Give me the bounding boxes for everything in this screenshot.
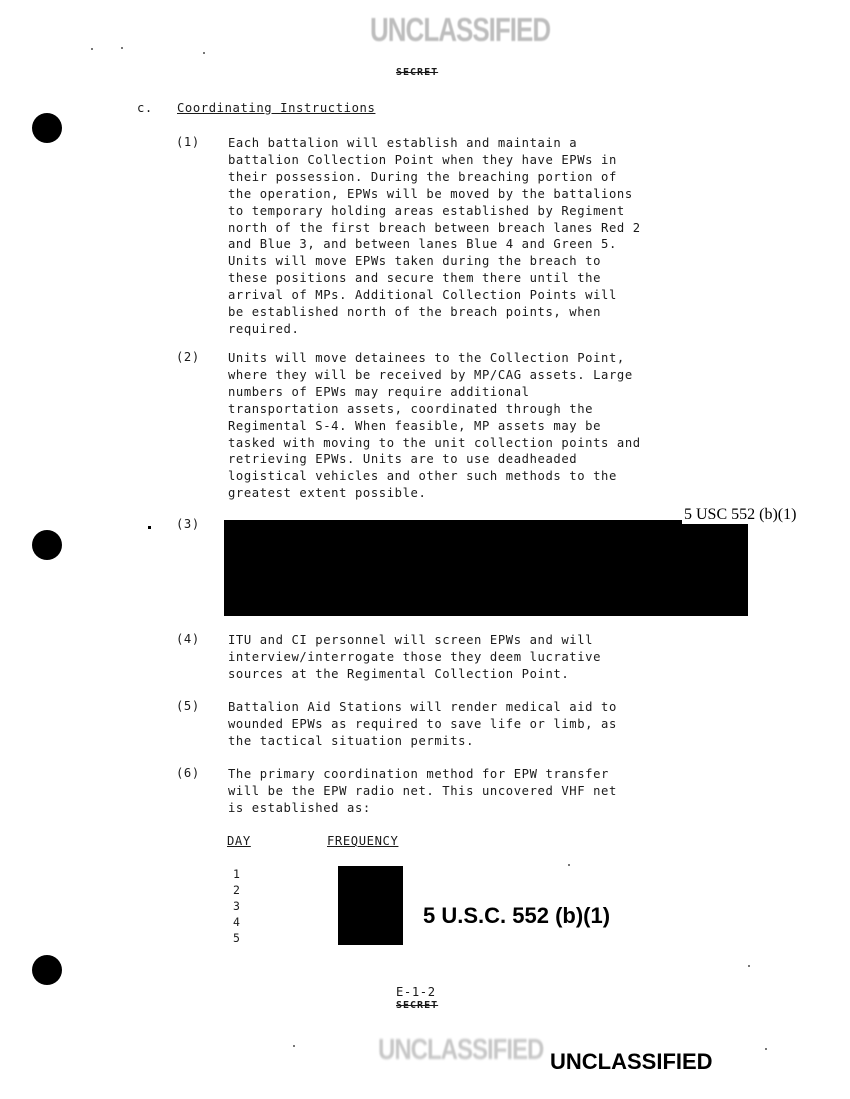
redaction-exemption-label-large: 5 U.S.C. 552 (b)(1) xyxy=(423,903,611,928)
paragraph-5 xyxy=(176,699,756,754)
paragraph-6 xyxy=(176,766,756,821)
table-day-list xyxy=(233,866,241,946)
scan-speck xyxy=(121,47,123,49)
scan-speck xyxy=(748,965,750,967)
bullet-mark xyxy=(148,526,151,529)
scan-speck xyxy=(91,48,93,50)
page-number: E-1-2 xyxy=(396,985,436,999)
paragraph-text: Battalion Aid Stations will render medical aid to wounded EPWs as required to save life or limb, as the tactical situation permits. xyxy=(228,700,617,748)
scan-speck xyxy=(765,1048,767,1050)
table-day: 4 xyxy=(233,915,241,929)
paragraph-4 xyxy=(176,632,756,687)
section-letter: c. xyxy=(137,101,153,115)
paragraph-number: (1) xyxy=(176,135,200,149)
declassification-stamp-bottom: UNCLASSIFIED xyxy=(378,1034,544,1067)
classification-marking-bottom: SECRET xyxy=(396,1000,439,1011)
classification-marking-top: SECRET xyxy=(396,67,439,78)
unclassified-label: UNCLASSIFIED xyxy=(550,1049,713,1074)
paragraph-text: The primary coordination method for EPW transfer will be the EPW radio net. This uncovered VHF net is established as: xyxy=(228,767,617,815)
table-day: 1 xyxy=(233,867,241,881)
scan-speck xyxy=(293,1045,295,1047)
paragraph-number: (4) xyxy=(176,632,200,646)
paragraph-number: (2) xyxy=(176,350,200,364)
paragraph-1 xyxy=(176,135,756,340)
table-day: 3 xyxy=(233,899,241,913)
paragraph-3-number: (3) xyxy=(176,517,200,531)
paragraph-number: (5) xyxy=(176,699,200,713)
table-header-frequency: FREQUENCY xyxy=(327,834,399,848)
paragraph-text: ITU and CI personnel will screen EPWs and will interview/interrogate those they deem lucrative sources at the Regimental Collection Point. xyxy=(228,633,602,681)
punch-hole-top xyxy=(32,113,62,143)
scan-speck xyxy=(203,52,205,54)
redaction-block-frequencies xyxy=(338,866,403,945)
redaction-block-paragraph-3 xyxy=(224,520,748,616)
punch-hole-middle xyxy=(32,530,62,560)
paragraph-number: (6) xyxy=(176,766,200,780)
declassification-stamp-top: UNCLASSIFIED xyxy=(370,10,551,49)
scan-speck xyxy=(568,864,570,866)
paragraph-text: Units will move detainees to the Collection Point, where they will be received by MP/CAG assets. Large numbers of EPWs may require additional transportation assets, coordinated through the Regimental S-4. When feasible, MP assets may be tasked with moving to the unit collection points and retrieving EPWs. Units are to use deadheaded logistical vehicles and other such methods to the greatest extent possible. xyxy=(228,351,641,501)
punch-hole-bottom xyxy=(32,955,62,985)
table-header-day: DAY xyxy=(227,834,251,848)
table-day: 5 xyxy=(233,931,241,945)
paragraph-2 xyxy=(176,350,756,505)
section-title: Coordinating Instructions xyxy=(177,101,376,115)
paragraph-text: Each battalion will establish and maintain a battalion Collection Point when they have EPWs in their possession. During the breaching portion of the operation, EPWs will be moved by the battalions to temporary holding areas established by Regiment north of the first breach between breach lanes Red 2 and Blue 3, and between lanes Blue 4 and Green 5. Units will move EPWs taken during the breach to these positions and secure them there until the arrival of MPs. Additional Collection Points will be established north of the breach points, when required. xyxy=(228,136,641,336)
redaction-exemption-label: 5 USC 552 (b)(1) xyxy=(684,506,797,523)
table-day: 2 xyxy=(233,883,241,897)
